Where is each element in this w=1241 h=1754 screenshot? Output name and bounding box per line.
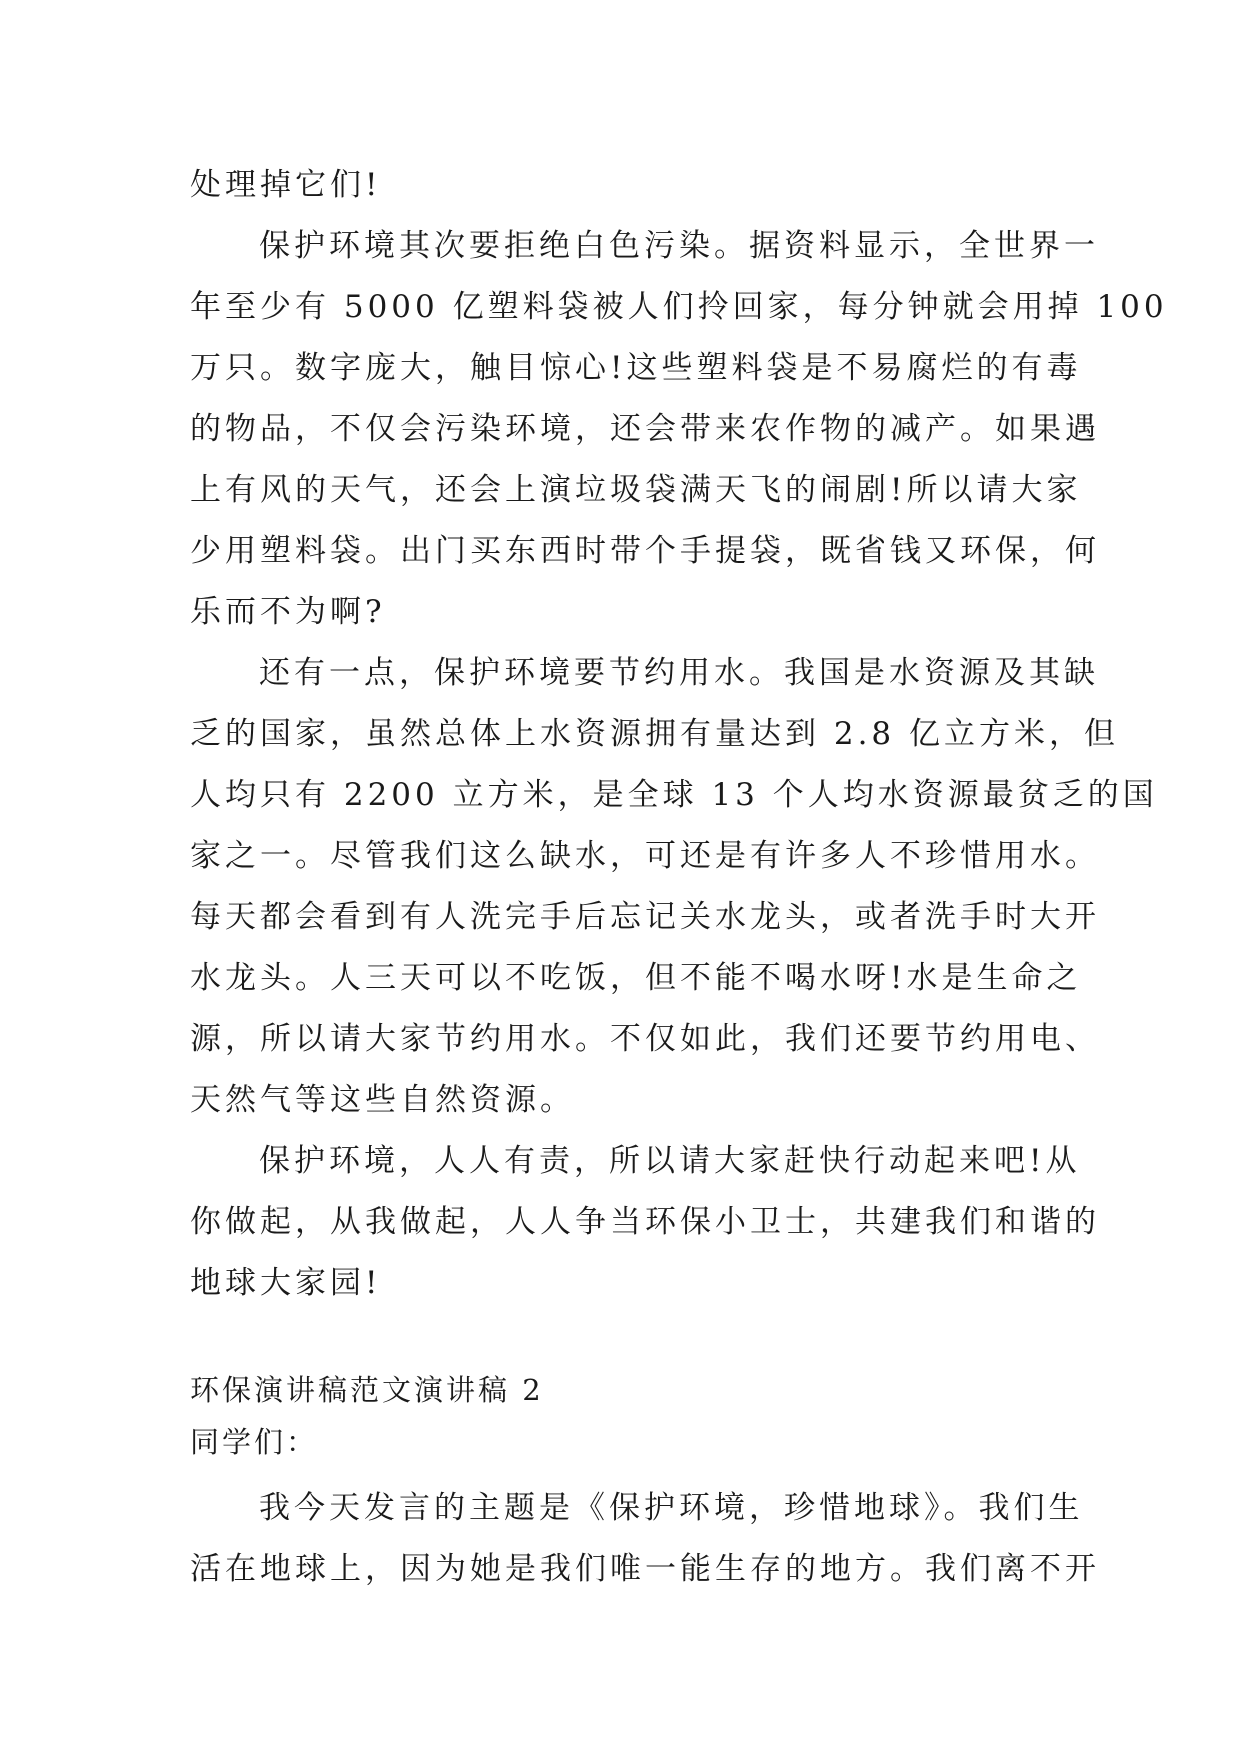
text-line: 上有风的天气，还会上演垃圾袋满天飞的闹剧!所以请大家	[190, 472, 1082, 508]
text-line: 水龙头。人三天可以不吃饭，但不能不喝水呀!水是生命之	[190, 960, 1082, 996]
text-line: 每天都会看到有人洗完手后忘记关水龙头，或者洗手时大开	[190, 899, 1100, 935]
text-line: 你做起，从我做起，人人争当环保小卫士，共建我们和谐的	[190, 1204, 1100, 1240]
text-line: 家之一。尽管我们这么缺水，可还是有许多人不珍惜用水。	[190, 838, 1100, 874]
text-line: 乏的国家，虽然总体上水资源拥有量达到 2.8 亿立方米，但	[190, 716, 1120, 752]
text-line: 处理掉它们!	[190, 167, 382, 203]
text-line: 我今天发言的主题是《保护环境，珍惜地球》。我们生	[259, 1490, 1084, 1526]
text-line: 天然气等这些自然资源。	[190, 1082, 575, 1118]
greeting: 同学们：	[190, 1425, 319, 1459]
paragraph-white-pollution	[190, 216, 1168, 643]
text-line: 少用塑料袋。出门买东西时带个手提袋，既省钱又环保，何	[190, 533, 1100, 569]
text-line: 乐而不为啊?	[190, 594, 386, 630]
text-line: 还有一点，保护环境要节约用水。我国是水资源及其缺	[259, 655, 1099, 691]
text-line: 的物品，不仅会污染环境，还会带来农作物的减产。如果遇	[190, 411, 1100, 447]
paragraph-conclusion	[190, 1131, 1100, 1314]
text-line: 万只。数字庞大，触目惊心!这些塑料袋是不易腐烂的有毒	[190, 350, 1082, 386]
paragraph-speech-intro	[190, 1478, 1100, 1600]
paragraph-save-water	[190, 643, 1158, 1131]
text-line: 保护环境，人人有责，所以请大家赶快行动起来吧!从	[259, 1143, 1081, 1179]
text-line: 活在地球上，因为她是我们唯一能生存的地方。我们离不开	[190, 1551, 1100, 1587]
text-line: 保护环境其次要拒绝白色污染。据资料显示，全世界一	[259, 228, 1099, 264]
document-page	[190, 155, 1168, 1600]
paragraph-continuation	[190, 155, 1060, 216]
text-line: 地球大家园!	[190, 1265, 382, 1301]
section-title: 环保演讲稿范文演讲稿 2	[190, 1373, 544, 1407]
text-line: 年至少有 5000 亿塑料袋被人们拎回家，每分钟就会用掉 100	[190, 289, 1168, 325]
text-line: 人均只有 2200 立方米，是全球 13 个人均水资源最贫乏的国	[190, 777, 1158, 813]
section-header	[190, 1364, 1060, 1468]
text-line: 源，所以请大家节约用水。不仅如此，我们还要节约用电、	[190, 1021, 1100, 1057]
